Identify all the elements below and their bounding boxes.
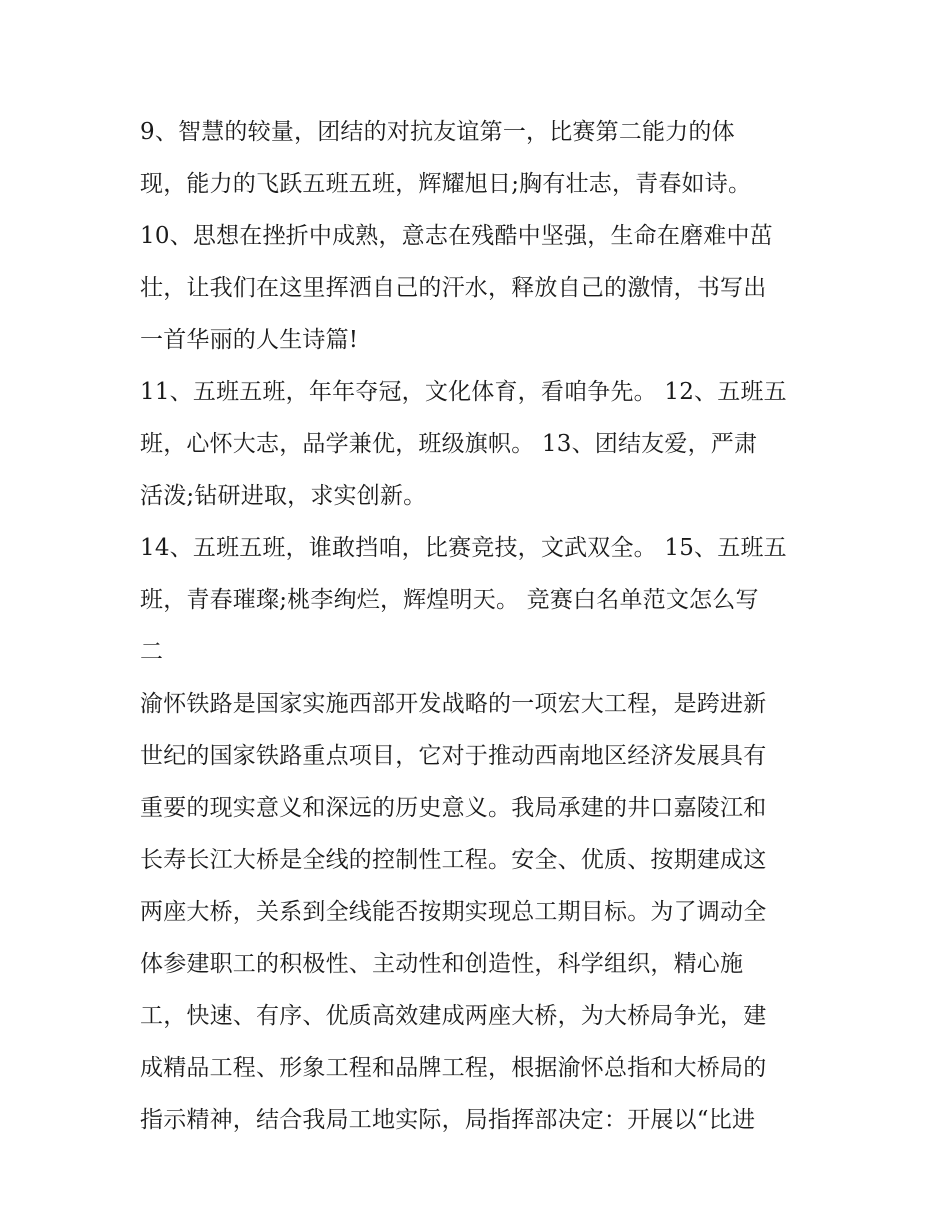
text-line: 两座大桥，关系到全线能否按期实现总工期目标。为了调动全: [140, 899, 767, 925]
text-line: 长寿长江大桥是全线的控制性工程。安全、优质、按期建成这: [140, 847, 767, 873]
text-line: 指示精神，结合我局工地实际，局指挥部决定：开展以“比进: [140, 1107, 756, 1133]
text-line: 班，青春璀璨;桃李绚烂，辉煌明天。 竞赛白名单范文怎么写: [140, 587, 759, 613]
text-line: 11、五班五班，年年夺冠，文化体育，看咱争先。 12、五班五: [140, 379, 787, 405]
text-line: 重要的现实意义和深远的历史意义。我局承建的井口嘉陵江和: [140, 795, 767, 821]
text-line: 10、思想在挫折中成熟，意志在残酷中坚强，生命在磨难中茁: [140, 223, 773, 249]
text-line: 现，能力的飞跃五班五班，辉耀旭日;胸有壮志，青春如诗。: [140, 171, 752, 197]
text-line: 体参建职工的积极性、主动性和创造性，科学组织，精心施: [140, 951, 744, 977]
text-line: 壮，让我们在这里挥洒自己的汗水，释放自己的激情，书写出: [140, 275, 767, 301]
text-line: 渝怀铁路是国家实施西部开发战略的一项宏大工程，是跨进新: [140, 691, 767, 717]
text-line: 工，快速、有序、优质高效建成两座大桥，为大桥局争光，建: [140, 1003, 767, 1029]
text-line: 世纪的国家铁路重点项目，它对于推动西南地区经济发展具有: [140, 743, 767, 769]
text-line: 9、智慧的较量，团结的对抗友谊第一，比赛第二能力的体: [140, 119, 735, 145]
text-line: 一首华丽的人生诗篇!: [140, 327, 359, 353]
text-line: 成精品工程、形象工程和品牌工程，根据渝怀总指和大桥局的: [140, 1055, 767, 1081]
text-line: 二: [140, 639, 164, 665]
text-line: 14、五班五班，谁敢挡咱，比赛竞技，文武双全。 15、五班五: [140, 535, 787, 561]
text-line: 活泼;钻研进取，求实创新。: [140, 483, 427, 509]
text-line: 班，心怀大志，品学兼优，班级旗帜。 13、团结友爱，严肃: [140, 431, 758, 457]
document-body: [140, 106, 820, 1146]
